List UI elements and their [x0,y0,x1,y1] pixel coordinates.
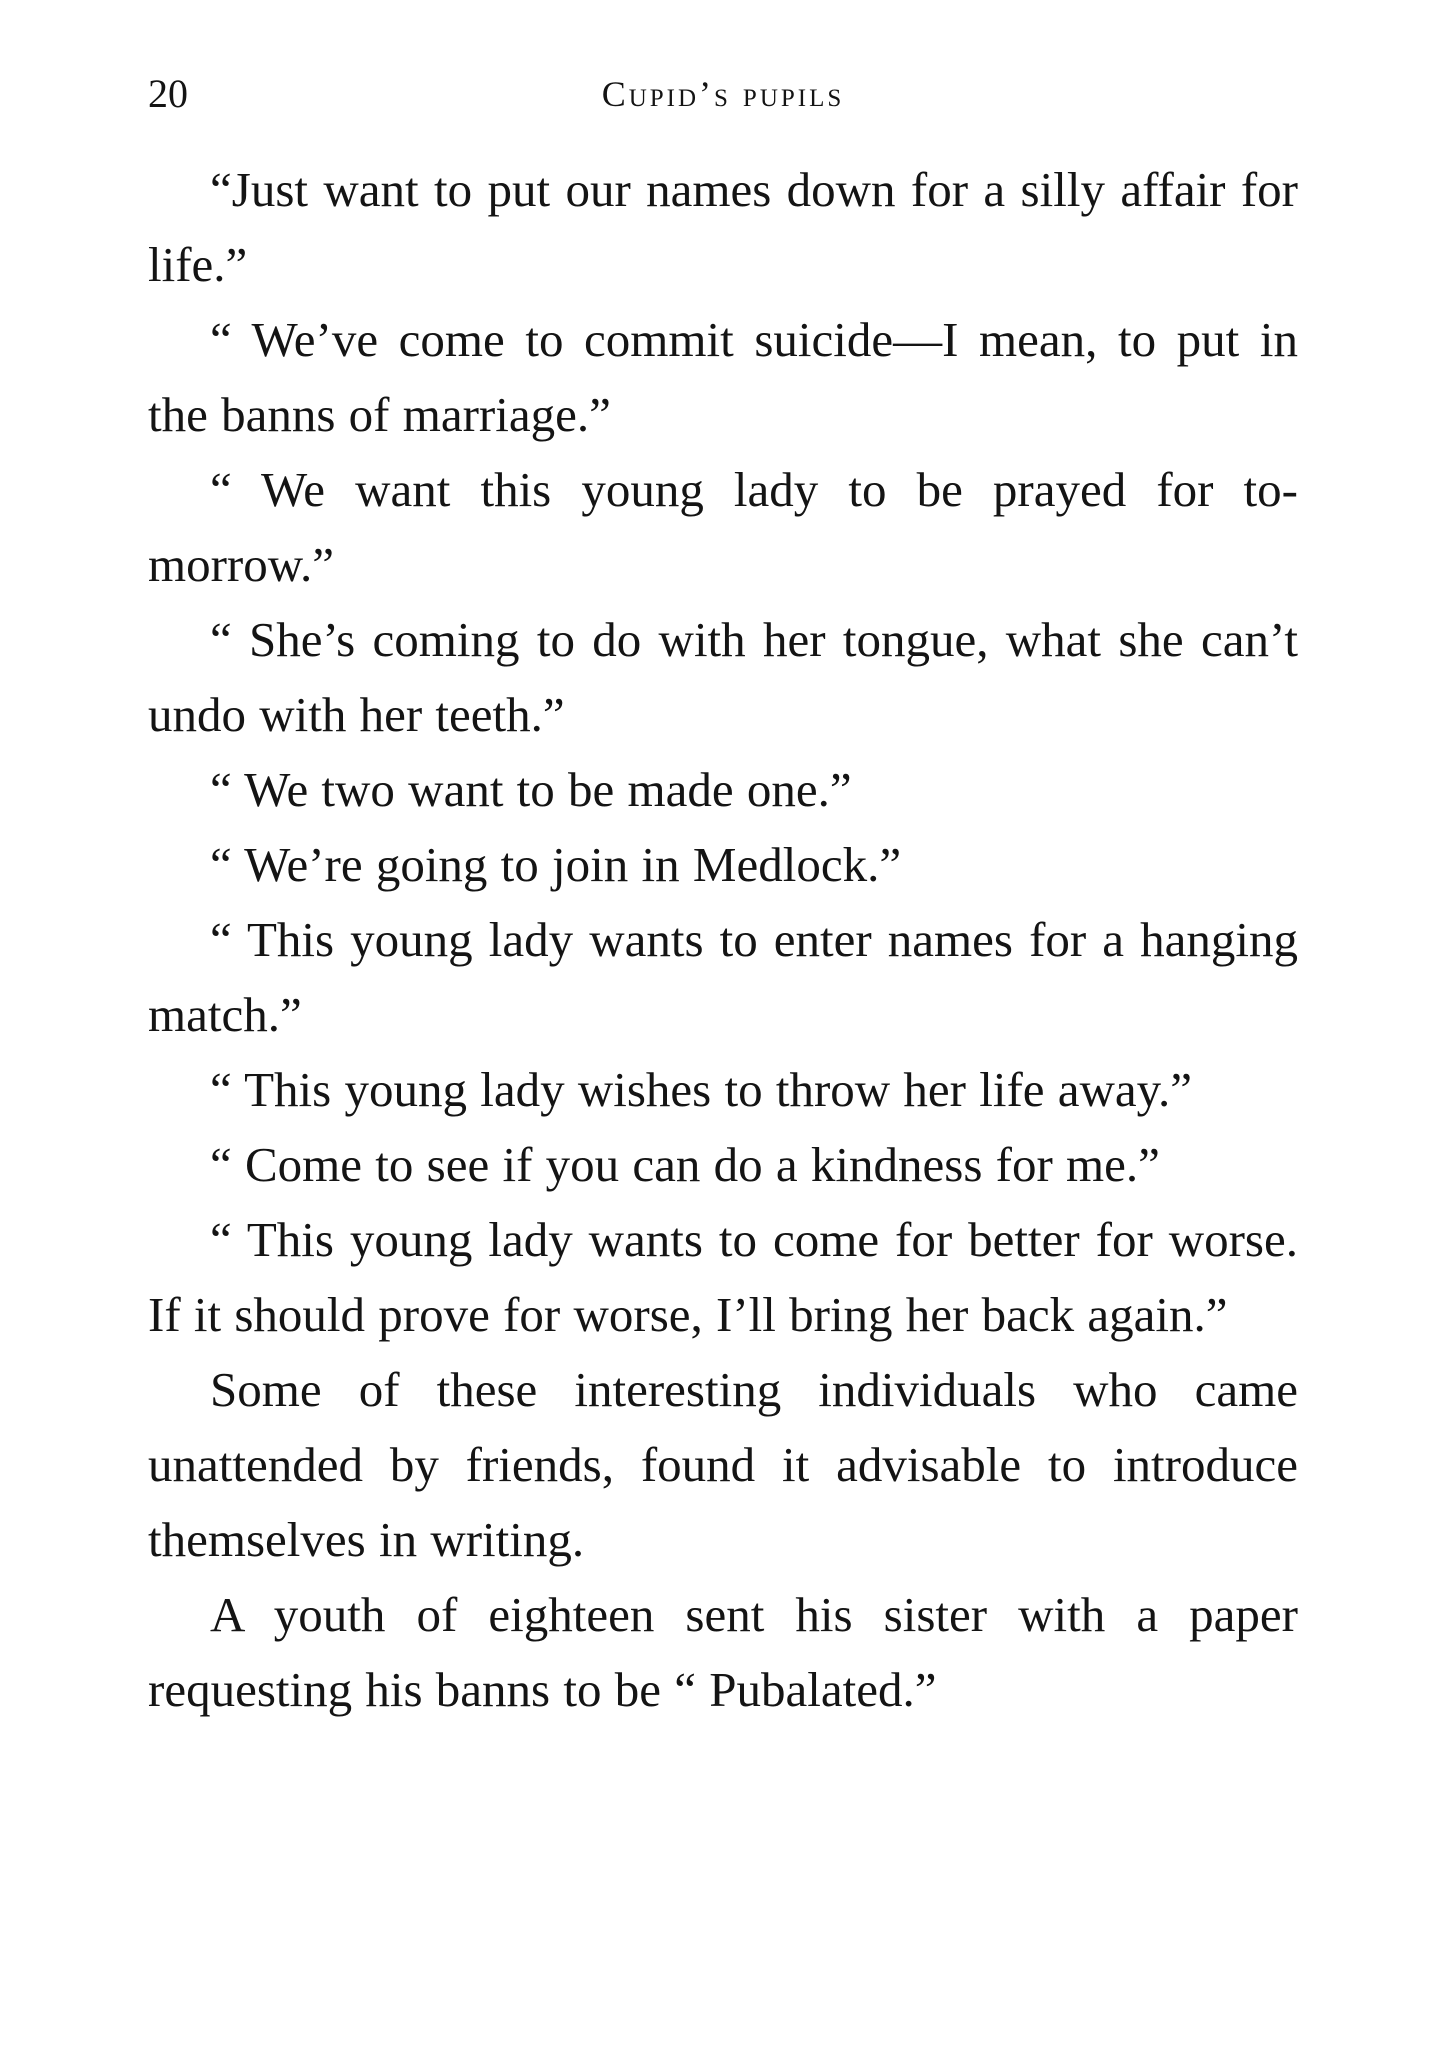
paragraph-8: “ This young lady wishes to throw her life away.” [210,1062,1192,1117]
paragraph-3: “ We want this young lady to be prayed for to-morrow.” [148,462,1298,592]
body-text [148,152,1298,1727]
paragraph-2: “ We’ve come to commit suicide—I mean, to put in the banns of marriage.” [148,312,1298,442]
paragraph-9: “ Come to see if you can do a kindness for me.” [210,1137,1160,1192]
paragraph-10: “ This young lady wants to come for better for worse. If it should prove for worse, I’ll bring her back again.” [148,1212,1298,1342]
paragraph-7: “ This young lady wants to enter names for a hanging match.” [148,912,1298,1042]
paragraph-5: “ We two want to be made one.” [210,762,852,817]
paragraph-11: Some of these interesting individuals who came unattended by friends, found it advisable to introduce themselves in writing. [148,1362,1298,1567]
running-head [148,62,1298,122]
page-number: 20 [148,71,188,116]
paragraph-4: “ She’s coming to do with her tongue, what she can’t undo with her teeth.” [148,612,1298,742]
running-title: cupid’s pupils [601,74,845,114]
paragraph-1: “Just want to put our names down for a silly affair for life.” [148,162,1298,292]
paragraph-12: A youth of eighteen sent his sister with a paper requesting his banns to be “ Pubalated.” [148,1587,1298,1717]
paragraph-6: “ We’re going to join in Medlock.” [210,837,902,892]
